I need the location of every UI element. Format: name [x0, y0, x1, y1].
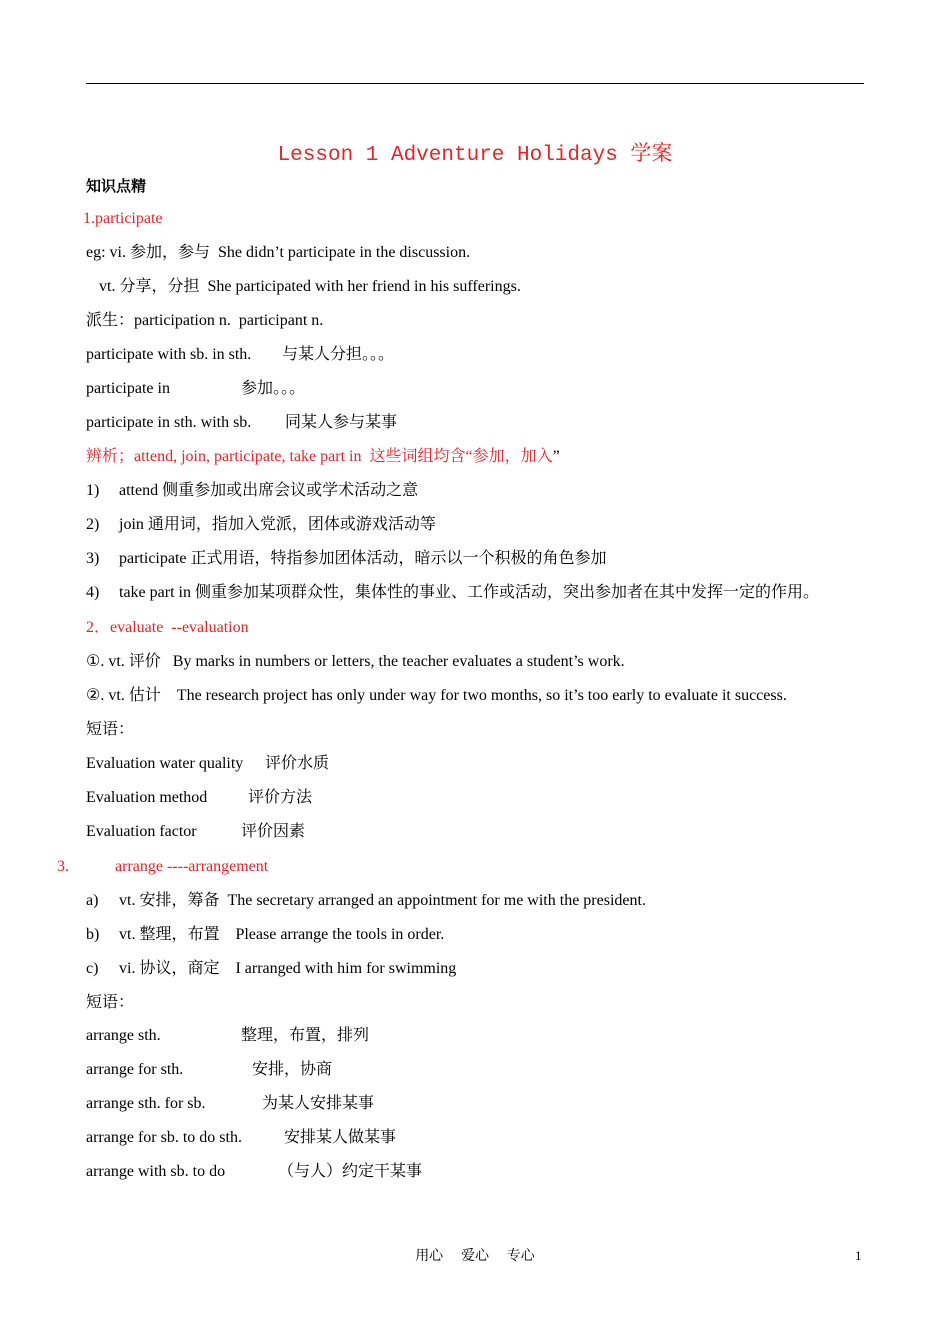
item2-phrases-label: 短语：	[86, 721, 135, 738]
item1-meaning-vi: eg: vi. 参加，参与 She didn’t participate in the discussion.	[86, 244, 471, 261]
item1-phrase-en: participate with sb. in sth.	[86, 346, 252, 363]
distinction-item: participate 正式用语，特指参加团体活动，暗示以一个积极的角色参加	[119, 550, 607, 567]
item3-phrase-zh: 安排某人做某事	[284, 1129, 397, 1146]
item3-phrase-zh: 整理，布置，排列	[241, 1027, 370, 1044]
distinction-number: 4)	[86, 584, 100, 601]
item1-meaning-vt: vt. 分享，分担 She participated with her friend in his sufferings.	[99, 278, 521, 295]
item1-phrase-en: participate in sth. with sb.	[86, 414, 252, 431]
item3-meaning: vt. 整理，布置 Please arrange the tools in order.	[119, 926, 445, 943]
item2-heading: 2．evaluate --evaluation	[86, 619, 249, 636]
item3-heading: arrange ----arrangement	[115, 858, 269, 875]
item2-phrase-zh: 评价方法	[248, 789, 313, 806]
distinction-number: 2)	[86, 516, 100, 533]
distinction-item: join 通用词，指加入党派，团体或游戏活动等	[119, 516, 436, 533]
item3-meaning: vi. 协议，商定 I arranged with him for swimming	[119, 960, 457, 977]
item2-phrase-en: Evaluation water quality	[86, 755, 244, 772]
distinction-number: 1)	[86, 482, 100, 499]
item1-phrase-zh: 参加。。。	[241, 380, 306, 397]
item3-phrase-zh: 为某人安排某事	[262, 1095, 375, 1112]
header-rule	[86, 83, 864, 84]
item1-phrase-zh: 与某人分担。。。	[282, 346, 395, 363]
distinction-item: attend 侧重参加或出席会议或学术活动之意	[119, 482, 419, 499]
item1-phrase-en: participate in	[86, 380, 170, 397]
page-title: Lesson 1 Adventure Holidays 学案	[277, 144, 673, 167]
item2-phrase-zh: 评价因素	[241, 823, 306, 840]
distinction-item: take part in 侧重参加某项群众性，集体性的事业、工作或活动，突出参加者在其中发挥一定的作用。	[119, 584, 819, 601]
section-heading: 知识点精	[86, 177, 147, 195]
item1-phrase-zh: 同某人参与某事	[285, 414, 398, 431]
footer-motto: 用心 爱心 专心	[415, 1248, 535, 1264]
item2-meaning: ①. vt. 评价 By marks in numbers or letters, the teacher evaluates a student’s work.	[86, 653, 625, 670]
item3-meaning-number: b)	[86, 926, 100, 943]
item3-phrase-en: arrange for sth.	[86, 1061, 184, 1078]
item3-phrase-en: arrange sth. for sb.	[86, 1095, 206, 1112]
item3-number: 3.	[57, 858, 69, 875]
page-number: 1	[855, 1248, 862, 1263]
item1-distinction	[86, 446, 560, 468]
item1-heading: 1.participate	[83, 210, 163, 227]
item2-phrase-zh: 评价水质	[265, 755, 330, 772]
item3-meaning: vt. 安排，筹备 The secretary arranged an appointment for me with the president.	[119, 892, 646, 909]
item2-phrase-en: Evaluation method	[86, 789, 208, 806]
item1-derivation: 派生：participation n. participant n.	[86, 312, 324, 329]
distinction-number: 3)	[86, 550, 100, 567]
item3-phrases-label: 短语：	[86, 994, 135, 1011]
item3-meaning-number: a)	[86, 892, 99, 909]
item2-meaning: ②. vt. 估计 The research project has only under way for two months, so it’s too early to evaluate it success.	[86, 687, 787, 704]
item3-phrase-en: arrange sth.	[86, 1027, 161, 1044]
item2-phrase-en: Evaluation factor	[86, 823, 197, 840]
item3-meaning-number: c)	[86, 960, 99, 977]
item3-phrase-en: arrange with sb. to do	[86, 1163, 226, 1180]
item3-phrase-en: arrange for sb. to do sth.	[86, 1129, 242, 1146]
item3-phrase-zh: 安排，协商	[252, 1061, 333, 1078]
item3-phrase-zh: （与人）约定干某事	[278, 1163, 423, 1180]
distinction-text: 辨析；attend, join, participate, take part in 这些词组均含“参加，加入	[86, 448, 553, 465]
distinction-close-quote: ”	[552, 448, 560, 465]
